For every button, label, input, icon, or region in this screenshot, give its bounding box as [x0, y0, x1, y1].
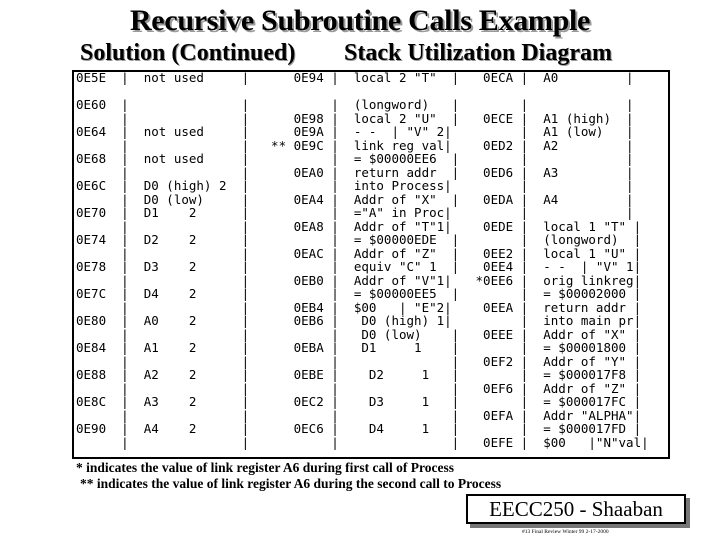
footnote-second-call: ** indicates the value of link register A6 during the second call to Process: [80, 476, 502, 491]
stack-column-3: 0ECA | A0 | | | 0ECE | A1 (high) | | A1 (low) | 0ED2 | A2 | | | 0ED6 | A3 | | | 0EDA | A4 | | | 0EDE | local 1 "T" | | (longword) | 0EE2 | local 1 "U" | 0EE4 | - - | "V" 1| *0EE6 | orig linkreg| | = $00002000 | 0EEA | return addr | | into main pr| 0EEE | Addr of "X" | | = $00001800 | 0EF2 | Addr of "Y" | | = $000017F8 | 0EF6 | Addr of "Z" | | = $000017FC | 0EFA | Addr "ALPHA"| | = $000017FD | 0EFE | $00 |"N"val|: [475, 70, 649, 450]
footnote-first-call: * indicates the value of link register A6 during first call of Process: [76, 460, 454, 475]
course-badge: EECC250 - Shaaban: [466, 494, 686, 524]
subtitle-right: Stack Utilization Diagram: [344, 40, 612, 66]
stack-column-1: 0E5E | not used | 0E60 | | | | 0E64 | not used | | | 0E68 | not used | | | 0E6C | D0 (high) 2 | | D0 (low) | 0E70 | D1 2 | | | 0E74 | D2 2 | | | 0E78 | D3 2 | | | 0E7C | D4 2 | | | 0E80 | A0 2 | | | 0E84 | A1 2 | | | 0E88 | A2 2 | | | 0E8C | A3 2 | | | 0E90 | A4 2 | | |: [76, 70, 250, 450]
stack-column-2: 0E94 | local 2 "T" | | (longword) | 0E98 | local 2 "U" | 0E9A | - - | "V" 2| ** 0E9C | link reg val| | = $00000EE6 | 0EA0 | return addr | | into Process| 0EA4 | Addr of "X" | | ="A" in Proc| 0EA8 | Addr of "T"1| | = $00000EDE | 0EAC | Addr of "Z" | | equiv "C" 1 | 0EB0 | Addr of "V"1| | = $00000EE5 | 0EB4 | $00 | "E"2| 0EB6 | D0 (high) 1| | D0 (low) | 0EBA | D1 1 | | | 0EBE | D2 1 | | | 0EC2 | D3 1 | | | 0EC6 | D4 1 | | |: [271, 70, 460, 450]
slide-footer: #13 Final Review Winter 99 2-17-2000: [522, 529, 609, 535]
subtitle-left: Solution (Continued): [80, 40, 296, 66]
slide-title: Recursive Subroutine Calls Example: [129, 4, 591, 37]
